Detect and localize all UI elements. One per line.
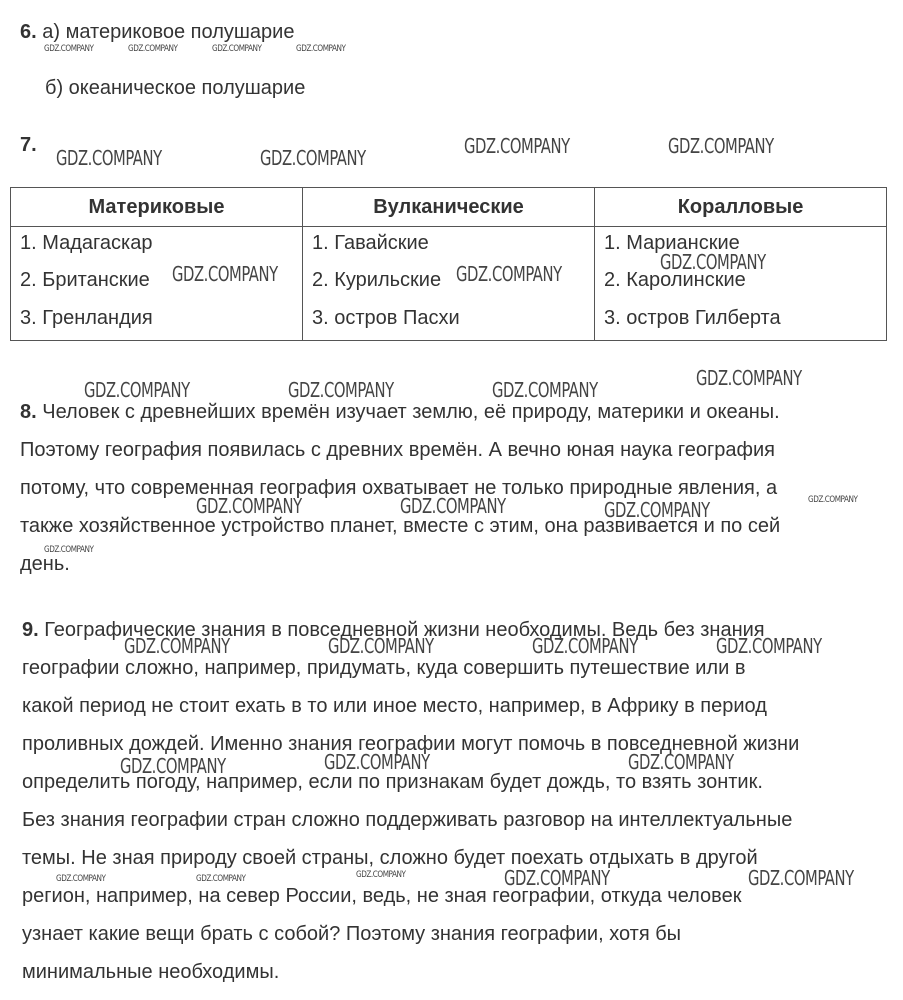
- watermark: GDZ.COMPANY: [56, 146, 162, 170]
- watermark: GDZ.COMPANY: [668, 134, 774, 158]
- task9-line-4: проливных дождей. Именно знания географии могут помочь в повседневной жизни: [22, 733, 800, 755]
- task6-line-a: [20, 20, 294, 44]
- list-item: 2. Каролинские: [604, 269, 746, 291]
- task9-line-3: какой период не стоит ехать в то или иное место, например, в Африку в период: [22, 695, 767, 717]
- task8-line-4: также хозяйственное устройство планет, вместе с этим, она развивается и по сей: [20, 515, 781, 537]
- watermark: GDZ.COMPANY: [196, 494, 302, 518]
- watermark: GDZ.COMPANY: [124, 634, 230, 658]
- watermark: GDZ.COMPANY: [324, 750, 430, 774]
- list-item: 1. Мадагаскар: [20, 232, 153, 254]
- watermark: GDZ.COMPANY: [296, 44, 346, 54]
- task8-line-3: потому, что современная география охватывает не только природные явления, а: [20, 477, 778, 499]
- task9-line-7: темы. Не зная природу своей страны, сложно будет поехать отдыхать в другой: [22, 847, 758, 869]
- task9-number: 9.: [22, 619, 39, 641]
- watermark: GDZ.COMPANY: [696, 366, 802, 390]
- task9-line-2: географии сложно, например, придумать, куда совершить путешествие или в: [22, 657, 746, 679]
- task9-line-10: минимальные необходимы.: [22, 961, 280, 983]
- list-item: 1. Гавайские: [312, 232, 429, 254]
- header-volcanic: Вулканические: [303, 188, 595, 227]
- task8-text-1: Человек с древнейших времён изучает землю, её природу, материки и океаны.: [36, 401, 780, 423]
- watermark: GDZ.COMPANY: [328, 634, 434, 658]
- watermark: GDZ.COMPANY: [492, 378, 598, 402]
- coral-cell: [595, 227, 887, 341]
- header-mainland: Материковые: [11, 188, 303, 227]
- watermark: GDZ.COMPANY: [196, 874, 246, 884]
- watermark: GDZ.COMPANY: [400, 494, 506, 518]
- list-item: 3. остров Гилберта: [604, 307, 781, 329]
- watermark: GDZ.COMPANY: [604, 498, 710, 522]
- task9-line-5: определить погоду, например, если по признакам будет дождь, то взять зонтик.: [22, 771, 763, 793]
- task8-line-2: Поэтому география появилась с древних времён. А вечно юная наука география: [20, 439, 775, 461]
- list-item: 2. Британские: [20, 269, 150, 291]
- task8-number: 8.: [20, 401, 37, 423]
- watermark: GDZ.COMPANY: [56, 874, 106, 884]
- watermark: GDZ.COMPANY: [456, 262, 562, 286]
- task9-text-1: Географические знания в повседневной жизни необходимы. Ведь без знания: [38, 619, 765, 641]
- header-coral: Коралловые: [595, 188, 887, 227]
- watermark: GDZ.COMPANY: [260, 146, 366, 170]
- list-item: 3. Гренландия: [20, 307, 153, 329]
- task6-number: 6.: [20, 21, 37, 43]
- watermark: GDZ.COMPANY: [120, 754, 226, 778]
- task8-line-1: [20, 400, 780, 424]
- task8-line-5: день.: [20, 553, 70, 575]
- watermark: GDZ.COMPANY: [716, 634, 822, 658]
- task6-answer-a: а) материковое полушарие: [42, 21, 295, 43]
- watermark: GDZ.COMPANY: [464, 134, 570, 158]
- watermark: GDZ.COMPANY: [44, 44, 94, 54]
- watermark: GDZ.COMPANY: [288, 378, 394, 402]
- list-item: 2. Курильские: [312, 269, 442, 291]
- watermark: GDZ.COMPANY: [128, 44, 178, 54]
- watermark: GDZ.COMPANY: [212, 44, 262, 54]
- task7-number: 7.: [20, 134, 37, 156]
- task6-answer-b: б) океаническое полушарие: [45, 77, 306, 99]
- task9-line-6: Без знания географии стран сложно поддерживать разговор на интеллектуальные: [22, 809, 793, 831]
- watermark: GDZ.COMPANY: [356, 870, 406, 880]
- list-item: 1. Марианские: [604, 232, 740, 254]
- watermark: GDZ.COMPANY: [504, 866, 610, 890]
- list-item: 3. остров Пасхи: [312, 307, 460, 329]
- watermark: GDZ.COMPANY: [660, 250, 766, 274]
- table-header-row: [11, 188, 887, 227]
- watermark: GDZ.COMPANY: [532, 634, 638, 658]
- task9-line-9: узнает какие вещи брать с собой? Поэтому знания географии, хотя бы: [22, 923, 682, 945]
- watermark: GDZ.COMPANY: [628, 750, 734, 774]
- watermark: GDZ.COMPANY: [172, 262, 278, 286]
- watermark: GDZ.COMPANY: [808, 495, 858, 505]
- table-row: [11, 227, 887, 341]
- watermark: GDZ.COMPANY: [748, 866, 854, 890]
- watermark: GDZ.COMPANY: [84, 378, 190, 402]
- task9-line-8: регион, например, на север России, ведь, не зная географии, откуда человек: [22, 885, 742, 907]
- watermark: GDZ.COMPANY: [44, 545, 94, 555]
